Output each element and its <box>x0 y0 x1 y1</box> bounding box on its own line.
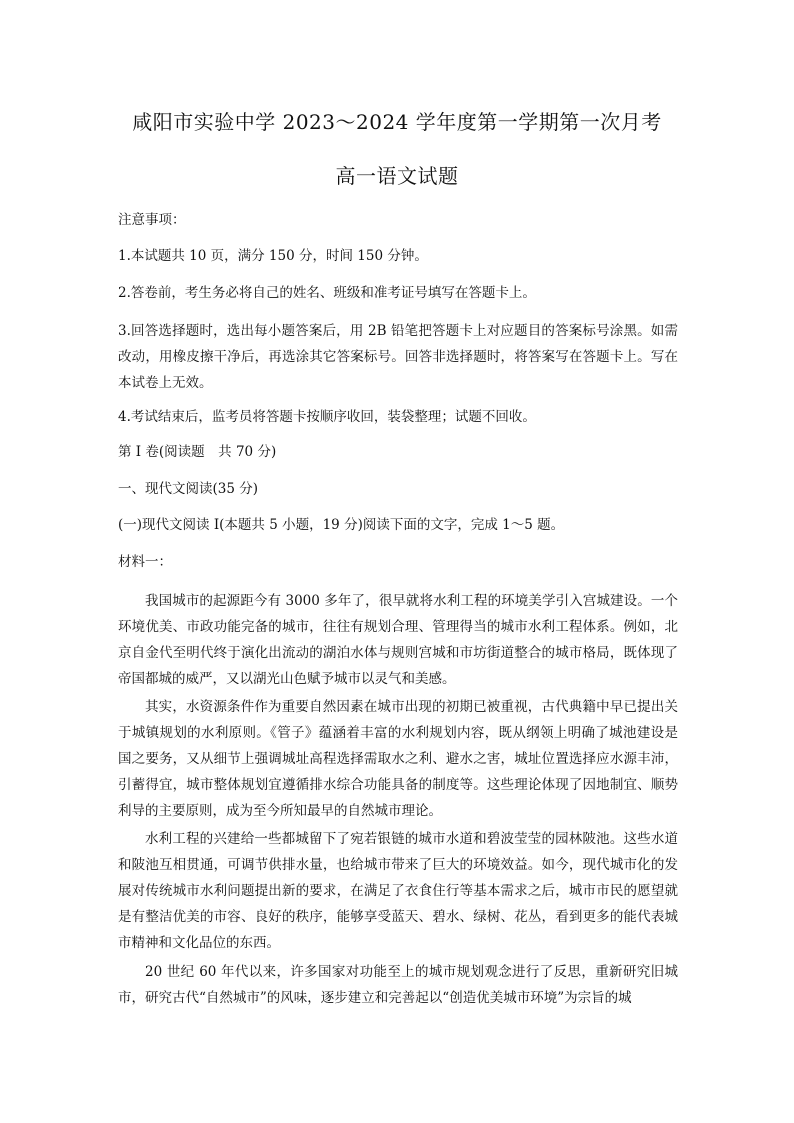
notice-item-1: 1.本试题共 10 页，满分 150 分，时间 150 分钟。 <box>118 248 428 264</box>
notice-item-4: 4.考试结束后，监考员将答题卡按顺序收回，装袋整理；试题不回收。 <box>118 409 536 425</box>
exam-subtitle: 高一语文试题 <box>335 164 459 188</box>
exam-title: 咸阳市实验中学 2023～2024 学年度第一学期第一次月考 <box>132 110 662 134</box>
notice-item-3: 3.回答选择题时，选出每小题答案后，用 2B 铅笔把答题卡上对应题目的答案标号涂黑。如需改动，用橡皮擦干净后，再选涂其它答案标号。回答非选择题时，将答案写在答题卡上。写在本试卷上无效。 <box>118 323 678 391</box>
subpart-heading: (一)现代文阅读 I(本题共 5 小题，19 分)阅读下面的文字，完成 1～5 题。 <box>118 517 565 533</box>
paragraph-1: 我国城市的起源距今有 3000 多年了，很早就将水利工程的环境美学引入宫城建设。一个环境优美、市政功能完备的城市，往往有规划合理、管理得当的城市水利工程体系。例如，北京自金代至明代终于演化出流动的湖泊水体与规则宫城和市坊街道整合的城市格局，既体现了帝国都城的威严，又以湖光山色赋予城市以灵气和美感。 <box>118 593 678 687</box>
volume-heading: 第 I 卷(阅读题 共 70 分) <box>118 444 277 460</box>
part-heading: 一、现代文阅读(35 分) <box>118 481 259 497</box>
material-label: 材料一： <box>118 554 172 570</box>
notice-item-2: 2.答卷前，考生务必将自己的姓名、班级和准考证号填写在答题卡上。 <box>118 285 536 301</box>
paragraph-3: 水利工程的兴建给一些都城留下了宛若银链的城市水道和碧波莹莹的园林陂池。这些水道和陂池互相贯通，可调节供排水量，也给城市带来了巨大的环境效益。如今，现代城市化的发展对传统城市水利问题提出新的要求，在满足了衣食住行等基本需求之后，城市市民的愿望就是有整洁优美的市容、良好的秩序，能够享受蓝天、碧水、绿树、花丛，看到更多的能代表城市精神和文化品位的东西。 <box>118 831 678 951</box>
paragraph-4: 20 世纪 60 年代以来，许多国家对功能至上的城市规划观念进行了反思，重新研究旧城市，研究古代“自然城市”的风味，逐步建立和完善起以“创造优美城市环境”为宗旨的城 <box>118 964 678 1006</box>
notice-heading: 注意事项： <box>118 212 186 228</box>
paragraph-2: 其实，水资源条件作为重要自然因素在城市出现的初期已被重视，古代典籍中早已提出关于城镇规划的水利原则。《管子》蕴涵着丰富的水利规划内容，既从纲领上明确了城池建设是国之要务，又从细节上强调城址高程选择需取水之利、避水之害，城址位置选择应水源丰沛，引蓄得宜，城市整体规划宜遵循排水综合功能具备的制度等。这些理论体现了因地制宜、顺势利导的主要原则，成为至今所知最早的自然城市理论。 <box>118 699 678 819</box>
